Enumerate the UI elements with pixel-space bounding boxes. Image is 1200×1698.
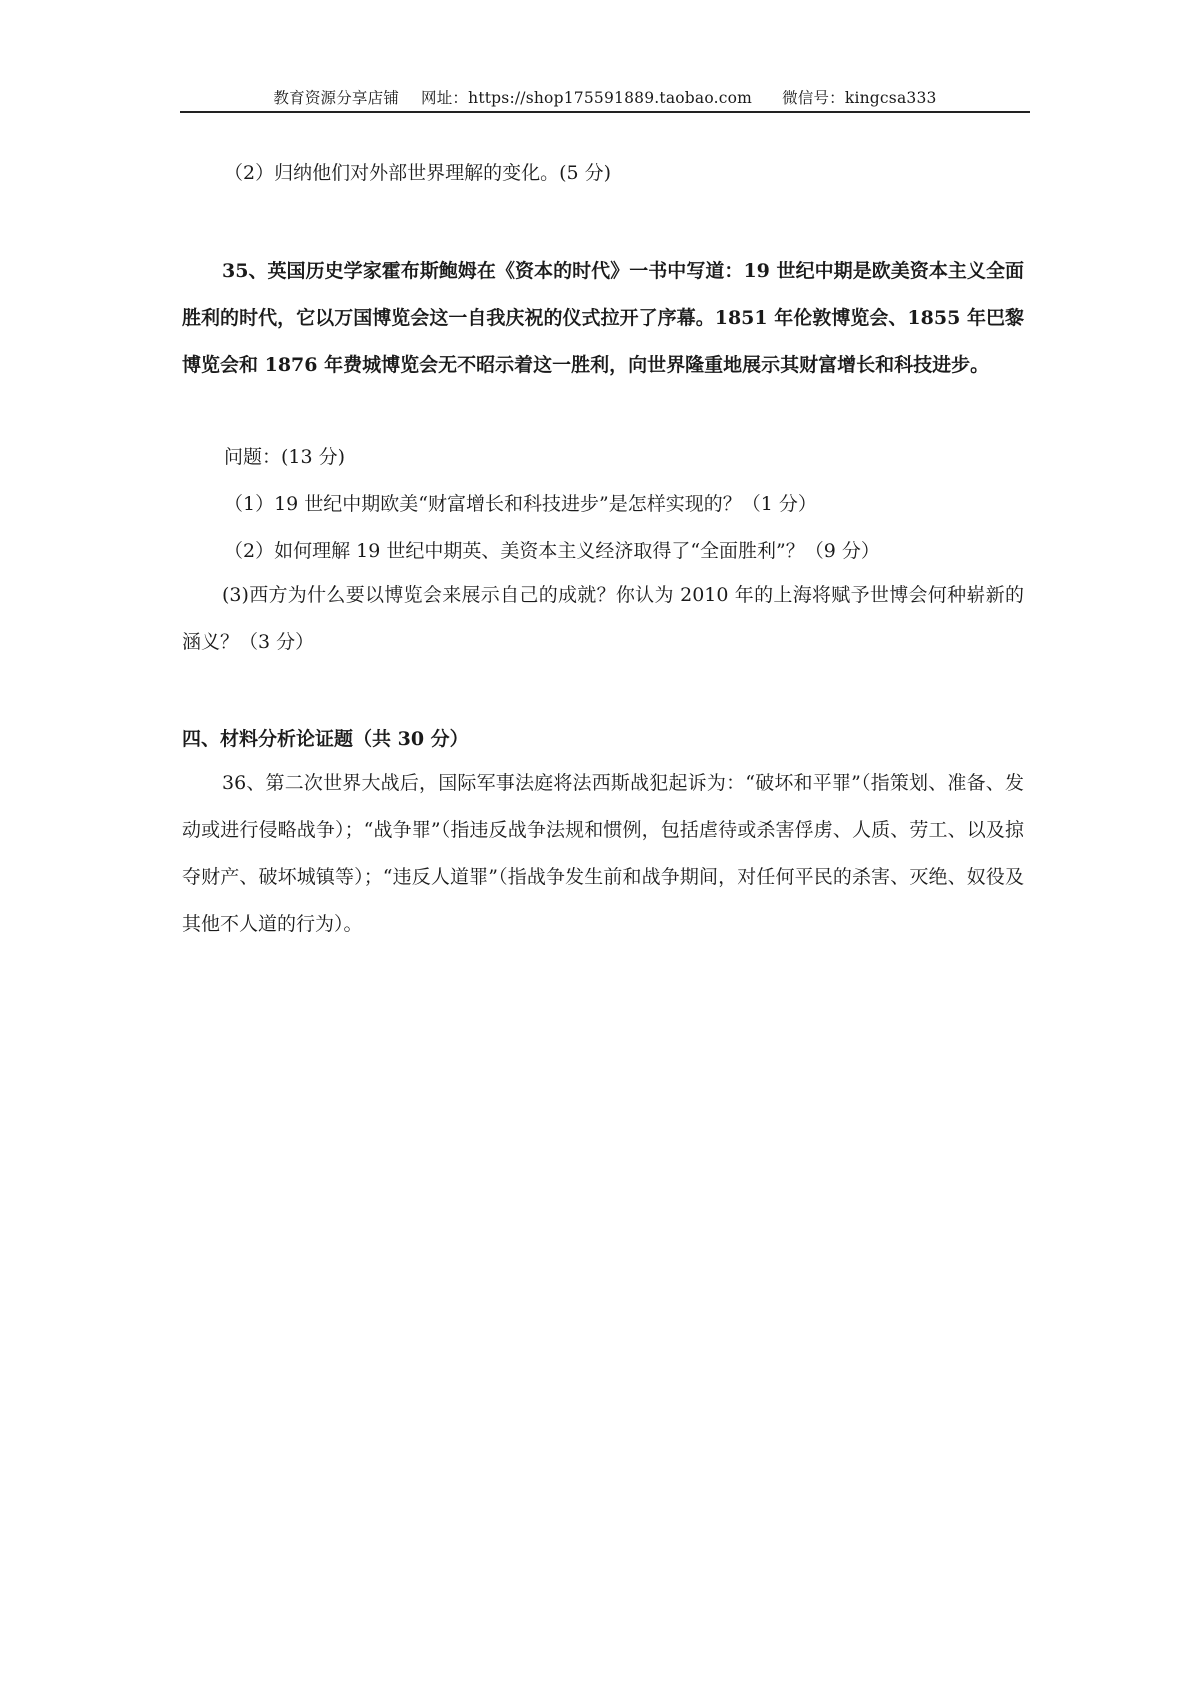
header-shop-name: 教育资源分享店铺 (273, 89, 400, 107)
q34-part2: （2）归纳他们对外部世界理解的变化。(5 分) (224, 162, 612, 184)
q35-sub1: （1）19 世纪中期欧美“财富增长和科技进步”是怎样实现的？（1 分） (224, 493, 817, 515)
section4-title: 四、材料分析论证题（共 30 分） (182, 728, 469, 750)
header-wechat: 微信号：kingcsa333 (782, 89, 937, 107)
q36-stem: 36、第二次世界大战后，国际军事法庭将法西斯战犯起诉为：“破坏和平罪”（指策划、准备、发动或进行侵略战争）；“战争罪”（指违反战争法规和惯例，包括虐待或杀害俘虏、人质、劳工、以及掠夺财产、破坏城镇等）；“违反人道罪”（指战争发生前和战争期间，对任何平民的杀害、灭绝、奴役及其他不人道的行为）。 (182, 772, 1024, 935)
q35-question-label: 问题：(13 分) (224, 446, 346, 468)
header-rule (180, 111, 1030, 113)
header-url: 网址：https://shop175591889.taobao.com (421, 89, 753, 107)
q35-sub2: （2）如何理解 19 世纪中期英、美资本主义经济取得了“全面胜利”？（9 分） (224, 540, 880, 562)
page-header (180, 86, 1030, 108)
q35-stem: 35、英国历史学家霍布斯鲍姆在《资本的时代》一书中写道：19 世纪中期是欧美资本主义全面胜利的时代，它以万国博览会这一自我庆祝的仪式拉开了序幕。1851 年伦敦博览会、1855 年巴黎博览会和 1876 年费城博览会无不昭示着这一胜利，向世界隆重地展示其财富增长和科技进步。 (182, 260, 1024, 376)
q35-sub3: (3)西方为什么要以博览会来展示自己的成就？你认为 2010 年的上海将赋予世博会何种崭新的涵义？（3 分） (182, 584, 1024, 653)
